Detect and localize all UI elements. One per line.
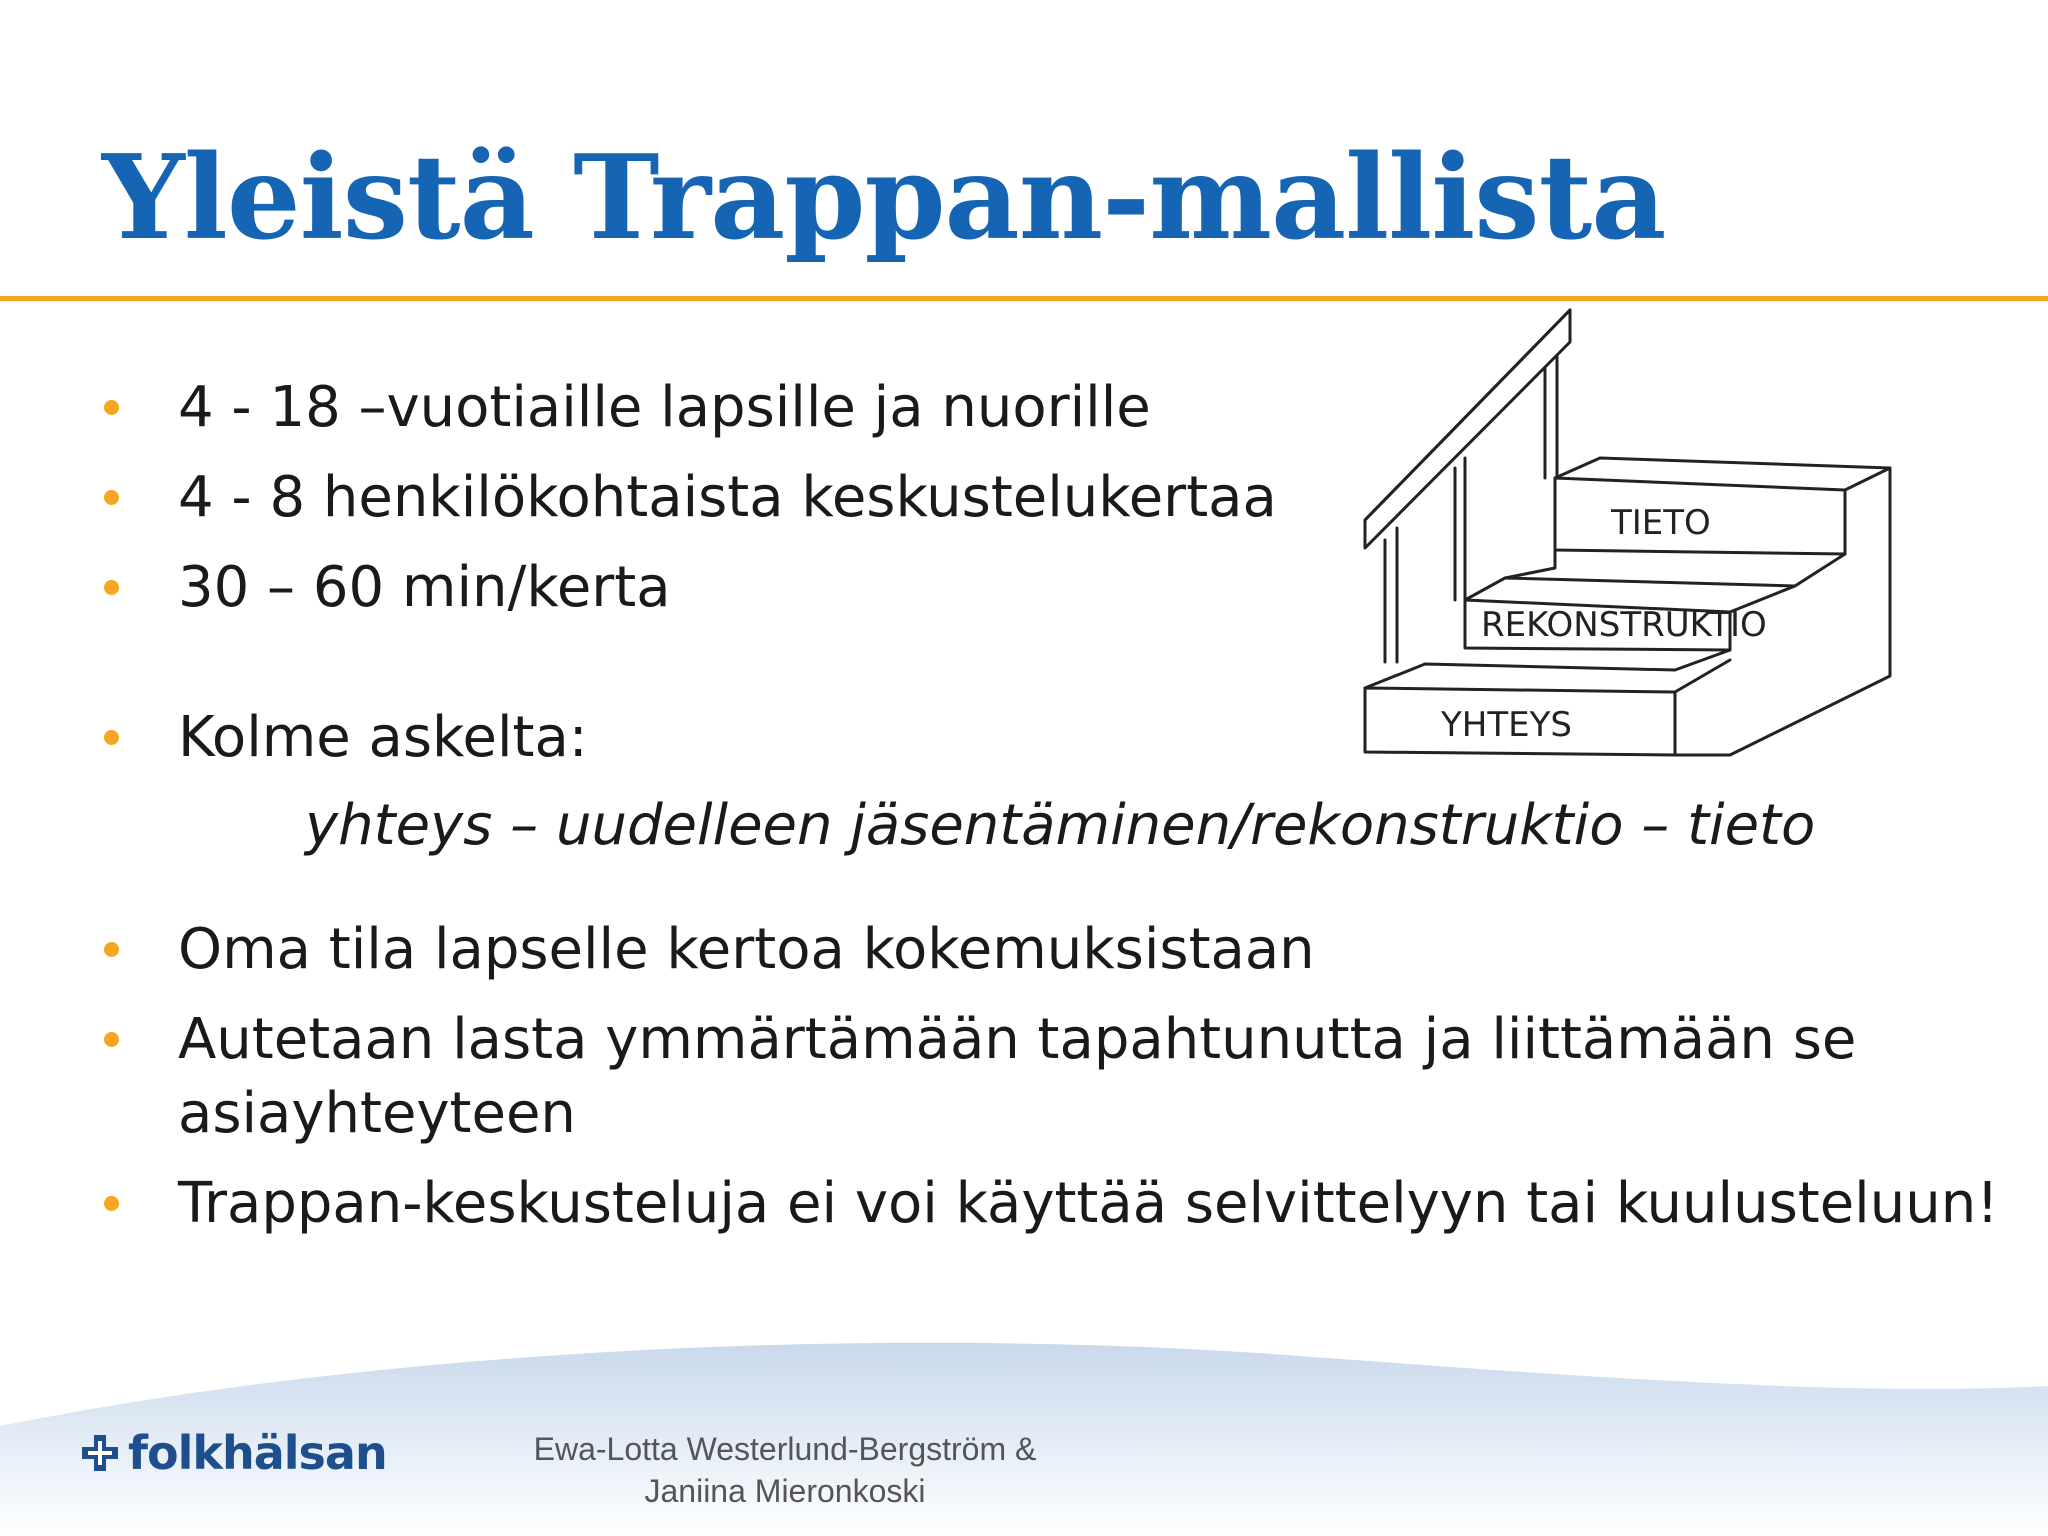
folkhalsan-logo <box>80 1425 387 1481</box>
bullet-item: Trappan-keskusteluja ei voi käyttää selvittelyyn tai kuulusteluun! <box>178 1171 1999 1236</box>
bullet-item: 4 - 18 –vuotiaille lapsille ja nuorille <box>178 375 1151 440</box>
bullet-item-continuation: asiayhteyteen <box>178 1081 576 1146</box>
slide-title: Yleistä Trappan-mallista <box>102 130 1666 266</box>
credits-line-2: Janiina Mieronkoski <box>644 1473 926 1509</box>
footer-credits <box>480 1428 1090 1512</box>
bullet-item: 30 – 60 min/kerta <box>178 555 671 620</box>
bullet-dot-icon <box>104 490 119 505</box>
logo-text: folkhälsan <box>128 1426 387 1480</box>
steps-line: yhteys – uudelleen jäsentäminen/rekonstruktio – tieto <box>305 793 1816 858</box>
bullet-item: 4 - 8 henkilökohtaista keskustelukertaa <box>178 465 1277 530</box>
bullet-dot-icon <box>104 1032 119 1047</box>
bullet-dot-icon <box>104 400 119 415</box>
bullet-dot-icon <box>104 580 119 595</box>
credits-line-1: Ewa-Lotta Westerlund-Bergström & <box>533 1431 1037 1467</box>
bullet-item: Oma tila lapselle kertoa kokemuksistaan <box>178 917 1315 982</box>
stairs-drawing-icon <box>1355 300 1895 770</box>
bullet-dot-icon <box>104 730 119 745</box>
stair-label-yhteys: YHTEYS <box>1441 705 1572 745</box>
bullet-dot-icon <box>104 1196 119 1211</box>
bullet-item: Kolme askelta: <box>178 705 588 770</box>
bullet-dot-icon <box>104 942 119 957</box>
stair-label-rekonstruktio: REKONSTRUKTIO <box>1481 605 1767 645</box>
cross-logo-icon <box>80 1433 120 1473</box>
bullet-item: Autetaan lasta ymmärtämään tapahtunutta ja liittämään se <box>178 1007 1857 1072</box>
stair-label-tieto: TIETO <box>1611 503 1711 543</box>
